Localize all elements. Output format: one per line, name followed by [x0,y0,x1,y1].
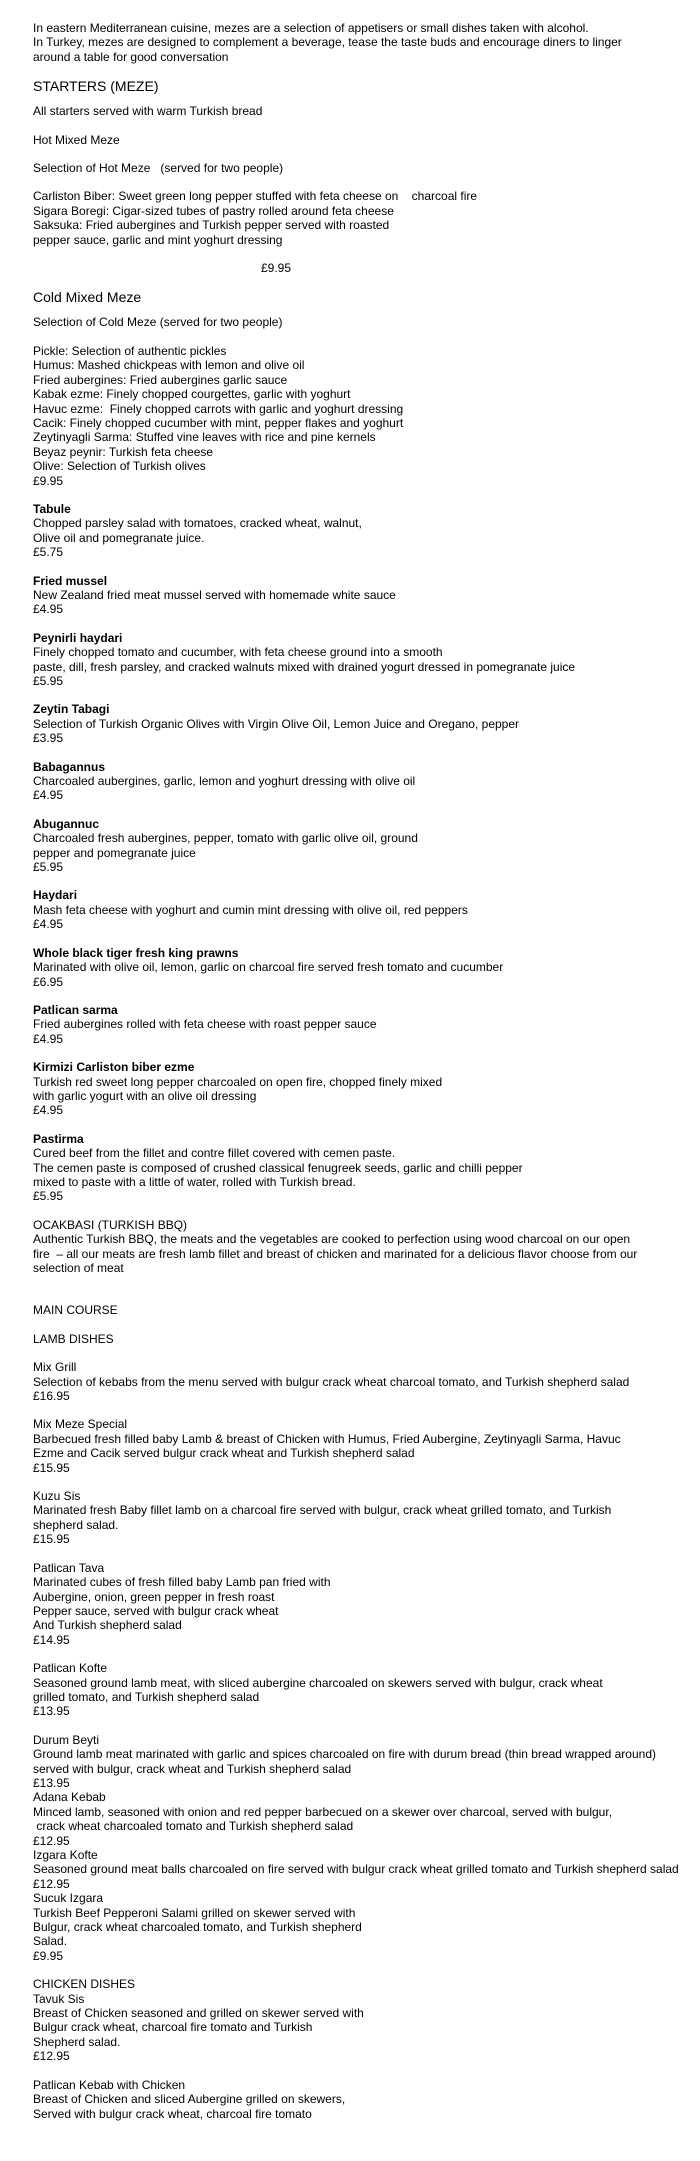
dish-description: Ground lamb meat marinated with garlic and spices charcoaled on fire with durum bread (thin bread wrapped around) [33,1747,656,1762]
dish-description: Marinated fresh Baby fillet lamb on a charcoal fire served with bulgur, crack wheat grilled tomato, and Turkish [33,1503,612,1518]
meze-item: Olive: Selection of Turkish olives [33,459,206,474]
meze-item: Fried aubergines: Fried aubergines garlic sauce [33,372,288,387]
menu-item [33,1848,679,1891]
starter-dishes [33,502,670,1218]
intro [33,21,670,64]
ocakbasi-section [33,1218,670,1276]
menu-item [33,502,670,560]
dish-description: £5.75 [33,545,64,560]
menu-item [33,1992,670,2064]
menu-item [33,888,670,931]
dish-description: shepherd salad. [33,1517,119,1532]
dish-name: Kirmizi Carliston biber ezme [33,1060,195,1075]
dish-description: And Turkish shepherd salad [33,1618,182,1633]
meze-item: pepper sauce, garlic and mint yoghurt dressing [33,232,283,247]
dish-name: Haydari [33,888,78,903]
dish-name: Adana Kebab [33,1790,106,1805]
cold-meze-title: Cold Mixed Meze [33,289,142,306]
dish-description: £6.95 [33,974,64,989]
dish-name: Zeytin Tabagi [33,702,110,717]
lamb-dishes-heading: LAMB DISHES [33,1331,114,1346]
spacer [33,617,670,631]
dish-description: Pepper sauce, served with bulgur crack wheat [33,1603,279,1618]
menu-item [33,1790,670,1848]
dish-description: Selection of kebabs from the menu served with bulgur crack wheat charcoal tomato, and Turkish shepherd salad [33,1374,630,1389]
lamb-dishes-compact [33,1732,679,1964]
dish-description: £12.95 [33,1833,70,1848]
dish-description: Charcoaled fresh aubergines, pepper, tomato with garlic olive oil, ground [33,831,418,846]
dish-description: Breast of Chicken and sliced Aubergine grilled on skewers, [33,2092,346,2107]
menu-item [33,760,670,803]
menu-item [33,817,670,875]
dish-name: Patlican Kofte [33,1661,108,1676]
dish-description: Turkish Beef Pepperoni Salami grilled on skewer served with [33,1905,356,1920]
spacer [33,1647,670,1661]
dish-name: Mix Meze Special [33,1417,128,1432]
dish-description: £4.95 [33,1031,64,1046]
dish-description: Aubergine, onion, green pepper in fresh roast [33,1589,275,1604]
dish-description: crack wheat charcoaled tomato and Turkish shepherd salad [33,1819,354,1834]
dish-description: Seasoned ground lamb meat, with sliced aubergine charcoaled on skewers served with bulgur, crack wheat [33,1675,603,1690]
ocakbasi-text: fire – all our meats are fresh lamb fillet and breast of chicken and marinated for a delicious flavor choose from our [33,1246,638,1261]
dish-description: £9.95 [33,1948,64,1963]
lamb-dishes [33,1360,670,1733]
dish-description: £12.95 [33,2049,70,2064]
menu-item [33,2078,670,2121]
cold-meze-lines [33,344,670,488]
spacer [33,989,670,1003]
dish-description: Shepherd salad. [33,2034,121,2049]
menu-item [33,1003,670,1046]
meze-item: Sigara Boregi: Cigar-sized tubes of pastry rolled around feta cheese [33,203,394,218]
dish-description: New Zealand fried meat mussel served with homemade white sauce [33,587,396,602]
menu-item [33,1561,670,1647]
hot-meze-lines [33,189,670,247]
dish-description: Marinated cubes of fresh filled baby Lamb pan fried with [33,1575,331,1590]
menu-item [33,1489,670,1547]
menu-item [33,1733,670,1791]
ocakbasi-text: Authentic Turkish BBQ, the meats and the vegetables are cooked to perfection using wood charcoal on our open [33,1232,631,1247]
spacer [33,1547,670,1561]
menu-item [33,946,670,989]
dish-description: Barbecued fresh filled baby Lamb & breast of Chicken with Humus, Fried Aubergine, Zeytinyagli Sarma, Havuc [33,1431,621,1446]
hot-meze-price: £9.95 [261,261,292,276]
dish-description: Fried aubergines rolled with feta cheese with roast pepper sauce [33,1017,377,1032]
dish-description: £5.95 [33,860,64,875]
dish-name: Kuzu Sis [33,1489,81,1504]
dish-description: Chopped parsley salad with tomatoes, cracked wheat, walnut, [33,516,362,531]
spacer [33,1046,670,1060]
meze-item: Saksuka: Fried aubergines and Turkish pepper served with roasted [33,218,390,233]
meze-item: Zeytinyagli Sarma: Stuffed vine leaves with rice and pine kernels [33,430,376,445]
intro-line: around a table for good conversation [33,49,229,64]
dish-name: Durum Beyti [33,1732,100,1747]
spacer [33,1118,670,1132]
dish-name: Mix Grill [33,1360,77,1375]
dish-description: Salad. [33,1934,68,1949]
dish-description: £15.95 [33,1532,70,1547]
dish-description: Olive oil and pomegranate juice. [33,530,205,545]
menu-item [33,574,670,617]
hot-meze-title: Hot Mixed Meze [33,132,120,147]
chicken-dishes [33,1992,670,2121]
spacer [33,688,670,702]
dish-description: £4.95 [33,602,64,617]
dish-description: grilled tomato, and Turkish shepherd salad [33,1689,260,1704]
dish-description: £13.95 [33,1704,70,1719]
dish-description: £14.95 [33,1632,70,1647]
hot-meze-selection: Selection of Hot Meze (served for two people) [33,161,284,176]
ocakbasi-title: OCAKBASI (TURKISH BBQ) [33,1217,188,1232]
dish-description: Selection of Turkish Organic Olives with Virgin Olive Oil, Lemon Juice and Oregano, pepper [33,716,520,731]
main-course-heading: MAIN COURSE [33,1303,118,1318]
meze-item: Havuc ezme: Finely chopped carrots with garlic and yoghurt dressing [33,401,404,416]
intro-line: In eastern Mediterranean cuisine, mezes are a selection of appetisers or small dishes taken with alcohol. [33,21,589,35]
dish-description: The cemen paste is composed of crushed classical fenugreek seeds, garlic and chilli pepper [33,1160,523,1175]
dish-description: £15.95 [33,1460,70,1475]
spacer [33,874,670,888]
dish-description: £5.95 [33,674,64,688]
menu-item [33,1132,670,1204]
spacer [33,803,670,817]
starters-note: All starters served with warm Turkish bread [33,104,263,119]
meze-item: Carliston Biber: Sweet green long pepper stuffed with feta cheese on charcoal fire [33,189,478,204]
spacer [33,1204,670,1218]
dish-description: mixed to paste with a little of water, rolled with Turkish bread. [33,1174,356,1189]
menu-item [33,1060,670,1118]
dish-description: Finely chopped tomato and cucumber, with feta cheese ground into a smooth [33,645,443,660]
dish-description: Ezme and Cacik served bulgur crack wheat and Turkish shepherd salad [33,1446,415,1461]
menu-item [33,702,670,745]
spacer [33,1719,670,1733]
dish-description: Mash feta cheese with yoghurt and cumin mint dressing with olive oil, red peppers [33,902,468,917]
meze-item: Beyaz peynir: Turkish feta cheese [33,444,214,459]
intro-line: In Turkey, mezes are designed to complement a beverage, tease the taste buds and encourage diners to linger [33,35,622,50]
dish-name: Tabule [33,501,71,516]
dish-description: £16.95 [33,1389,70,1404]
dish-description: £4.95 [33,788,64,803]
dish-description: £13.95 [33,1775,70,1790]
dish-description: served with bulgur, crack wheat and Turkish shepherd salad [33,1761,352,1776]
dish-description: £12.95 [33,1876,70,1891]
menu-item [33,1360,670,1403]
dish-description: Minced lamb, seasoned with onion and red pepper barbecued on a skewer over charcoal, served with bulgur, [33,1804,613,1819]
dish-description: paste, dill, fresh parsley, and cracked walnuts mixed with drained yogurt dressed in pomegranate juice [33,659,576,674]
dish-description: Marinated with olive oil, lemon, garlic on charcoal fire served fresh tomato and cucumber [33,960,504,975]
meze-item: Humus: Mashed chickpeas with lemon and olive oil [33,358,305,373]
dish-name: Pastirma [33,1131,84,1146]
dish-description: £4.95 [33,1103,64,1118]
dish-description: Bulgur crack wheat, charcoal fire tomato and Turkish [33,2020,313,2035]
dish-name: Patlican Kebab with Chicken [33,2077,186,2092]
dish-description: £4.95 [33,917,64,932]
cold-meze-selection: Selection of Cold Meze (served for two people) [33,315,283,330]
dish-description: with garlic yogurt with an olive oil dressing [33,1088,257,1103]
dish-name: Patlican Tava [33,1560,105,1575]
dish-name: Fried mussel [33,573,108,588]
meze-item: Cacik: Finely chopped cucumber with mint, pepper flakes and yoghurt [33,415,404,430]
spacer [33,1475,670,1489]
dish-name: Babagannus [33,759,106,774]
dish-name: Abugannuc [33,816,99,831]
dish-name: Sucuk Izgara [33,1891,104,1906]
dish-description: £5.95 [33,1189,64,1204]
dish-description: Breast of Chicken seasoned and grilled on skewer served with [33,2006,364,2021]
meze-item: Pickle: Selection of authentic pickles [33,343,227,358]
spacer [33,1403,670,1417]
ocakbasi-text: selection of meat [33,1261,124,1275]
spacer [33,746,670,760]
dish-description: Charcoaled aubergines, garlic, lemon and yoghurt dressing with olive oil [33,774,416,789]
starters-heading: STARTERS (MEZE) [33,78,159,95]
meze-item: £9.95 [33,473,64,488]
chicken-dishes-heading: CHICKEN DISHES [33,1977,136,1992]
dish-description: Bulgur, crack wheat charcoaled tomato, and Turkish shepherd [33,1920,362,1935]
dish-name: Patlican sarma [33,1002,118,1017]
menu-item [33,631,670,689]
dish-description: Cured beef from the fillet and contre fillet covered with cemen paste. [33,1146,396,1161]
dish-description: Seasoned ground meat balls charcoaled on fire served with bulgur crack wheat grilled tomato and Turkish shepherd salad [33,1862,679,1877]
menu-item [33,1661,670,1719]
dish-name: Whole black tiger fresh king prawns [33,945,239,960]
dish-name: Peynirli haydari [33,630,123,645]
dish-name: Tavuk Sis [33,1991,85,2006]
dish-description: Served with bulgur crack wheat, charcoal fire tomato [33,2106,312,2121]
dish-description: Turkish red sweet long pepper charcoaled on open fire, chopped finely mixed [33,1074,443,1089]
dish-description: £3.95 [33,731,64,746]
menu-item [33,1891,670,1963]
meze-item: Kabak ezme: Finely chopped courgettes, garlic with yoghurt [33,387,351,402]
spacer [33,560,670,574]
dish-description: pepper and pomegranate juice [33,845,196,860]
dish-name: Izgara Kofte [33,1848,98,1862]
menu-item [33,1417,670,1475]
spacer [33,2064,670,2078]
spacer [33,932,670,946]
